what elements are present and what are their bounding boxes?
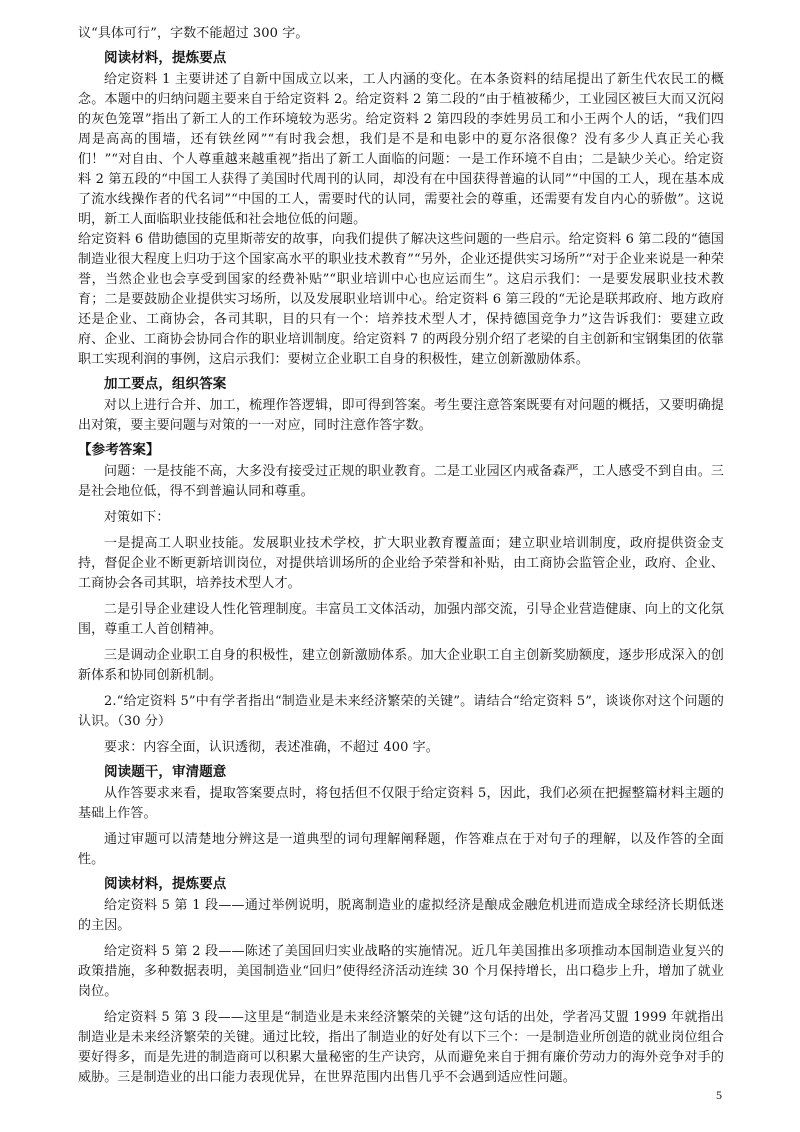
answer-heading: 【参考答案】 [78,442,160,458]
body-paragraph: 给定资料 6 借助德国的克里斯蒂安的故事，向我们提供了解决这些问题的一些启示。给定资料 6 第二段的“德国制造业很大程度上归功于这个国家高水平的职业技术教育”“另外，企业还提供实习场所”“对于企业来说是一种荣誉，当然企业也会享受到国家的经费补贴”“职业培训中心也应运而生”。这启示我们：一是要发展职业技术教育；二是要鼓励企业提供实习场所，以及发展职业培训中心。给定资料 6 第三段的“无论是联邦政府、地方政府还是企业、工商协会，各司其职，目的只有一个：培养技术型人才，保持德国竞争力”这告诉我们：要建立政府、企业、工商协会协同合作的职业培训制度。给定资料 7 的两段分别介绍了老梁的自主创新和宝钢集团的依靠职工实现利润的事例，这启示我们：要树立企业职工自身的积极性，建立创新激励体系。 [78,232,724,367]
body-paragraph: 给定资料 1 主要讲述了自新中国成立以来，工人内涵的变化。在本条资料的结尾提出了新生代农民工的概念。本题中的归纳问题主要来自于给定资料 2。给定资料 2 第二段的“由于植被稀少，工业园区被巨大而又沉闷的灰色笼罩”指出了新工人的工作环境较为恶劣。给定资料 2 第四段的李姓男员工和小王两个人的话，“我们四周是高高的围墙，还有铁丝网”“有时我会想，我们是不是和电影中的夏尔洛很像？没有多少人真正关心我们！”“对自由、个人尊重越来越重视”指出了新工人面临的问题：一是工作环境不自由；二是缺少关心。给定资料 2 第五段的“中国工人获得了美国时代周刊的认同，却没有在中国获得普遍的认同”“中国的工人，现在基本成了流水线操作者的代名词”“中国的工人，需要时代的认同，需要社会的尊重，还需要有发自内心的骄傲”。这说明，新工人面临职业技能低和社会地位低的问题。 [78,72,724,227]
body-paragraph: 对以上进行合并、加工，梳理作答逻辑，即可得到答案。考生要注意答案既要有对问题的概括，又要明确提出对策，要主要问题与对策的一一对应，同时注意作答字数。 [78,398,724,433]
body-paragraph: 问题：一是技能不高，大多没有接受过正规的职业教育。二是工业园区内戒备森严，工人感受不到自由。三是社会地位低，得不到普遍认同和尊重。 [78,464,724,499]
document-body [78,24,724,1088]
section-heading: 阅读题干，审清题意 [104,764,227,780]
body-paragraph: 议“具体可行”，字数不能超过 300 字。 [78,26,309,41]
section-heading: 加工要点，组织答案 [104,376,227,392]
body-paragraph: 给定资料 5 第 1 段——通过举例说明，脱离制造业的虚拟经济是酿成金融危机进而造成全球经济长期低迷的主因。 [78,898,724,933]
body-paragraph: 从作答要求来看，提取答案要点时，将包括但不仅限于给定资料 5，因此，我们必须在把握整篇材料主题的基础上作答。 [78,786,724,821]
body-paragraph: 给定资料 5 第 2 段——陈述了美国回归实业战略的实施情况。近几年美国推出多项推动本国制造业复兴的政策措施，多种数据表明，美国制造业“回归”使得经济活动连续 30 个月保持增长，出口稳步上升，增加了就业岗位。 [78,944,724,999]
body-paragraph: 三是调动企业职工自身的积极性，建立创新激励体系。加大企业职工自主创新奖励额度，逐步形成深入的创新体系和协同创新机制。 [78,648,724,683]
body-paragraph: 二是引导企业建设人性化管理制度。丰富员工文体活动，加强内部交流，引导企业营造健康、向上的文化氛围，尊重工人首创精神。 [78,602,724,637]
body-paragraph: 给定资料 5 第 3 段——这里是“制造业是未来经济繁荣的关键”这句话的出处，学者冯艾盟 1999 年就指出制造业是未来经济繁荣的关键。通过比较，指出了制造业的好处有以下三个：一是制造业所创造的就业岗位组合要好得多，而是先进的制造商可以积累大量秘密的生产诀窍，从而避免来自于拥有廉价劳动力的海外竞争对手的威胁。三是制造业的出口能力表现优异，在世界范围内出售几乎不会遇到适应性问题。 [78,1010,724,1085]
body-paragraph: 通过审题可以清楚地分辨这是一道典型的词句理解阐释题，作答难点在于对句子的理解，以及作答的全面性。 [78,832,724,867]
body-paragraph: 2.“给定资料 5”中有学者指出“制造业是未来经济繁荣的关键”。请结合“给定资料 5”，谈谈你对这个问题的认识。（30 分） [78,694,724,729]
body-paragraph: 要求：内容全面，认识透彻，表述准确，不超过 400 字。 [104,740,439,755]
page-number: 5 [716,1088,722,1102]
body-paragraph: 对策如下： [104,510,170,525]
section-heading: 阅读材料，提炼要点 [104,876,227,892]
body-paragraph: 一是提高工人职业技能。发展职业技术学校，扩大职业教育覆盖面；建立职业培训制度，政府提供资金支持，督促企业不断更新培训岗位，对提供培训场所的企业给予荣誉和补贴，由工商协会监管企业，政府、企业、工商协会各司其职，培养技术型人才。 [78,536,724,591]
section-heading: 阅读材料，提炼要点 [104,50,227,66]
